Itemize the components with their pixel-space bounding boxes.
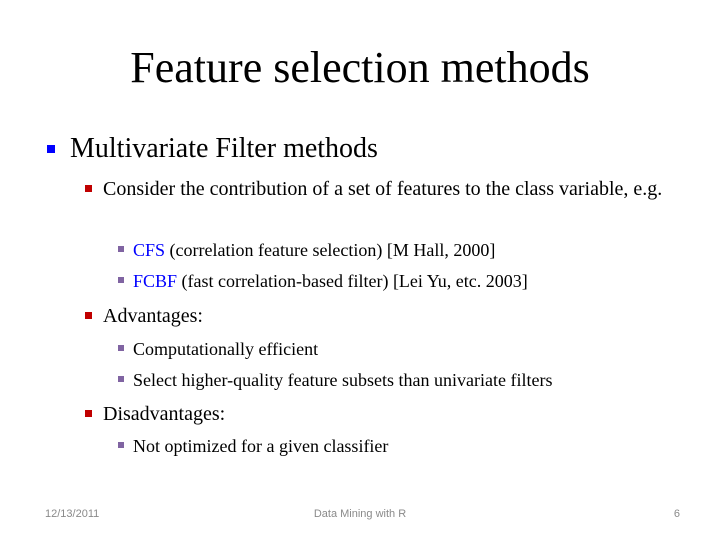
bullet-text: Computationally efficient <box>133 339 319 359</box>
bullet-multivariate-filter-methods <box>70 132 378 166</box>
subsubbullet-not-optimized <box>133 434 693 458</box>
bullet-text: (fast correlation-based filter) [Lei Yu, etc. 2003] <box>177 271 528 291</box>
bullet-text: Consider the contribution of a set of features to the class variable, e.g. <box>103 178 663 200</box>
bullet-text: Not optimized for a given classifier <box>133 436 389 456</box>
bullet-text: Disadvantages: <box>103 403 226 425</box>
subbullet-consider-contribution <box>103 176 663 202</box>
acronym-fcbf: FCBF <box>133 271 178 291</box>
bullet-text: (correlation feature selection) [M Hall, 2000] <box>165 240 496 260</box>
subbullet-advantages <box>103 303 663 329</box>
bullet-text: Advantages: <box>103 305 203 327</box>
footer-title: Data Mining with R <box>313 508 407 520</box>
subsubbullet-fcbf <box>133 269 693 293</box>
subsubbullet-computationally-efficient <box>133 337 693 361</box>
page-number: 6 <box>673 508 680 520</box>
square-bullet-icon <box>47 145 55 153</box>
square-bullet-icon <box>85 185 92 192</box>
square-bullet-icon <box>118 376 124 382</box>
subsubbullet-cfs <box>133 238 693 262</box>
subbullet-disadvantages <box>103 401 663 427</box>
bullet-text: Select higher-quality feature subsets than univariate filters <box>133 370 553 390</box>
square-bullet-icon <box>118 442 124 448</box>
slide-title: Feature selection methods <box>130 43 590 92</box>
subsubbullet-higher-quality-subsets <box>133 368 693 392</box>
square-bullet-icon <box>118 246 124 252</box>
square-bullet-icon <box>85 410 92 417</box>
bullet-text: Multivariate Filter methods <box>70 133 378 164</box>
footer-date: 12/13/2011 <box>45 508 100 520</box>
acronym-cfs: CFS <box>133 240 166 260</box>
square-bullet-icon <box>118 277 124 283</box>
square-bullet-icon <box>85 312 92 319</box>
square-bullet-icon <box>118 345 124 351</box>
